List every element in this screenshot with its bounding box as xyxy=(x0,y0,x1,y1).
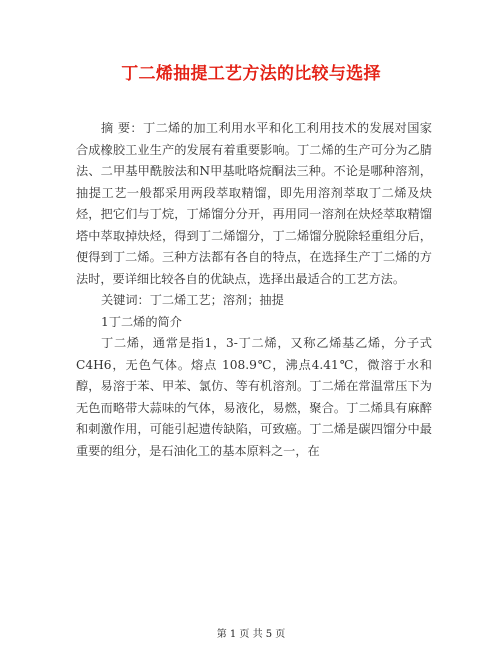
document-body xyxy=(76,118,432,462)
keywords-paragraph: 关键词：丁二烯工艺；溶剂；抽提 xyxy=(101,293,284,307)
section-heading: 1丁二烯的简介 xyxy=(101,314,182,329)
abstract-paragraph: 摘 要：丁二烯的加工利用水平和化工利用技术的发展对国家合成橡胶工业生产的发展有着重要影响。丁二烯的生产可分为乙腈法、二甲基甲酰胺法和N甲基吡咯烷酮法三种。不论是哪种溶剂，抽提工艺一般都采用两段萃取精馏，即先用溶剂萃取丁二烯及炔烃，把它们与丁烷，丁烯馏分分开，再用同一溶剂在炔烃萃取精馏塔中萃取掉炔烃，得到丁二烯馏分，丁二烯馏分脱除轻重组分后，便得到丁二烯。三种方法都有各自的特点，在选择生产丁二烯的方法时，要详细比较各自的优缺点，选择出最适合的工艺方法。 xyxy=(76,121,432,286)
document-title: 丁二烯抽提工艺方法的比较与选择 xyxy=(121,64,381,84)
body-paragraph: 丁二烯，通常是指1，3-丁二烯，又称乙烯基乙烯，分子式C4H6，无色气体。熔点 108.9℃，沸点4.41℃，微溶于水和醇，易溶于苯、甲苯、氯仿、等有机溶剂。丁二烯在常温常压下为无色而略带大蒜味的气体，易液化，易燃，聚合。丁二烯具有麻醉和刺激作用，可能引起遗传缺陷，可致癌。丁二烯是碳四馏分中最重要的组分，是石油化工的基本原料之一，在 xyxy=(76,336,432,458)
page-footer: 第 1 页 共 5 页 xyxy=(216,629,286,640)
